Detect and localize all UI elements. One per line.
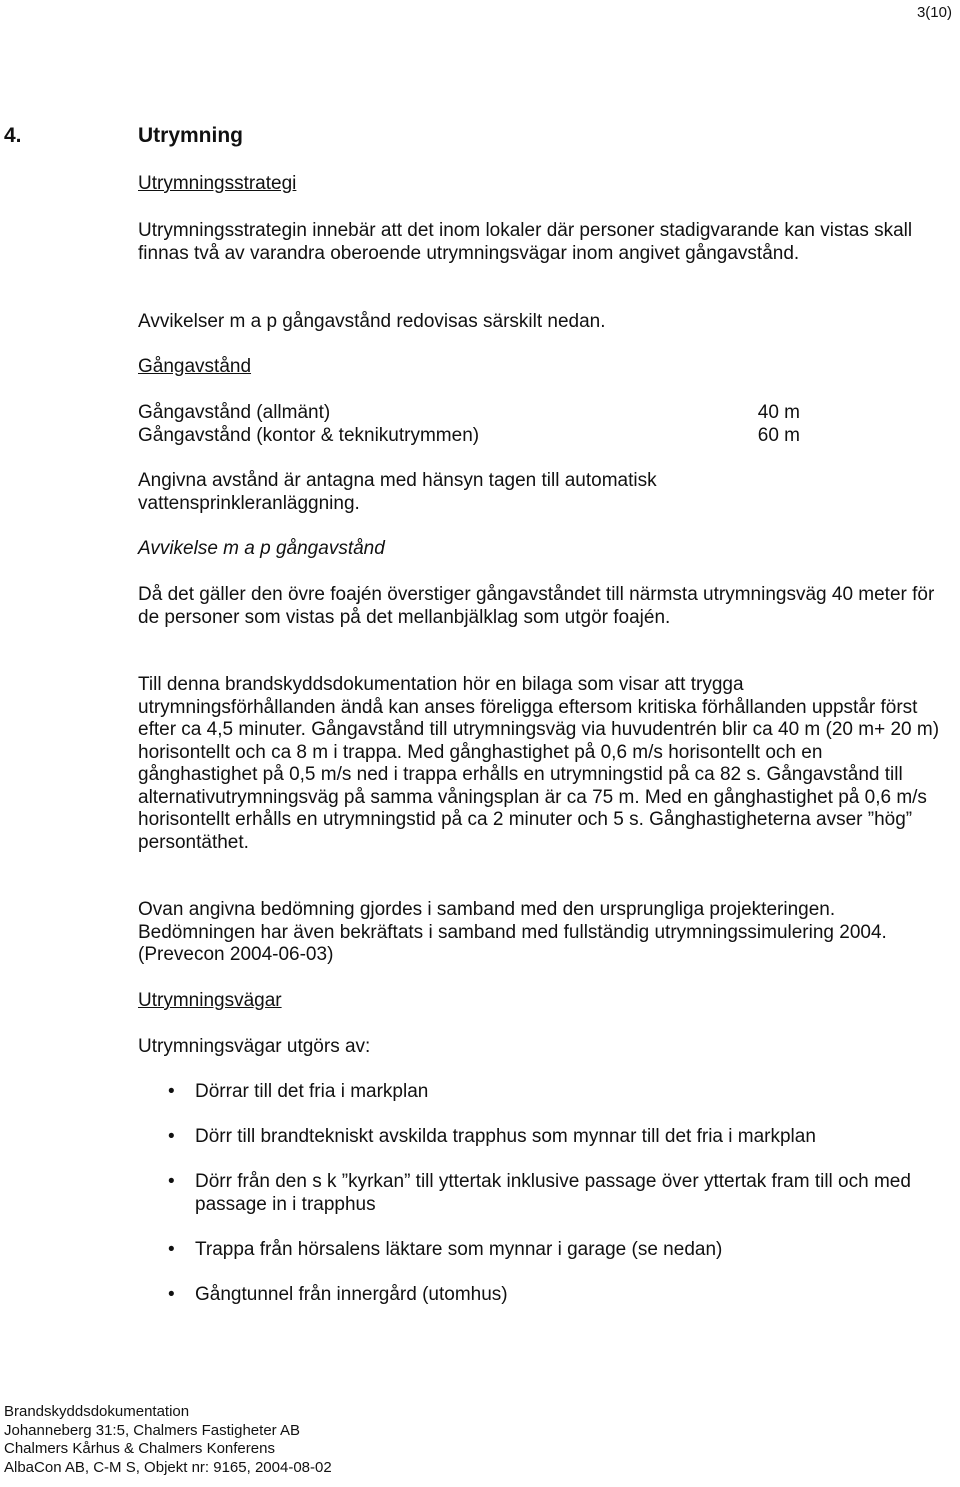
footer-line: Brandskyddsdokumentation (4, 1403, 190, 1420)
distance-row-office (138, 425, 800, 448)
distance-row-general (138, 402, 800, 425)
deviation-paragraph-1: Då det gäller den övre foajén överstiger gångavståndet till närmsta utrymningsväg 40 meter för de personer som vistas på det mellanbjälklag som utgör foajén. (138, 584, 935, 628)
bullet-icon: • (168, 1081, 175, 1102)
distance-value: 40 m (757, 402, 800, 423)
page-footer (4, 1403, 332, 1477)
bullet-icon: • (168, 1171, 175, 1192)
distance-label: Gångavstånd (allmänt) (138, 402, 331, 423)
list-item: • Dörr från den s k ”kyrkan” till yttertak inklusive passage över yttertak fram till och med passage in i trapphus (168, 1171, 911, 1215)
bullet-icon: • (168, 1238, 175, 1260)
page-number: 3(10) (916, 4, 952, 21)
routes-list (168, 1081, 958, 1329)
footer-line: Johanneberg 31:5, Chalmers Fastigheter AB (4, 1421, 301, 1439)
sprinkler-note: Angivna avstånd är antagna med hänsyn tagen till automatisk vattensprinkleranläggning. (138, 470, 657, 514)
deviation-paragraph-2: Till denna brandskyddsdokumentation hör en bilaga som visar att trygga utrymningsförhållanden ändå kan anses föreligga eftersom kritiska förhållanden uppstår först efter ca 4,5 minuter. Gångavstånd till utrymningsväg via huvudentrén blir ca 40 m (20 m+ 20 m) horisontellt och ca 8 m i trappa. Med gånghastighet på 0,6 m/s horisontellt och en gånghastighet på 0,5 m/s ned i trappa erhålls en utrymningstid på ca 82 s. Gångavstånd till alternativutrymningsväg på samma våningsplan är ca 75 m. Med en gånghastighet på 0,6 m/s horisontellt erhålls en utrymningstid på ca 2 minuter och 5 s. Gånghastigheterna avser ”hög” persontäthet. (138, 674, 940, 853)
distance-value: 60 m (757, 425, 800, 446)
deviation-heading: Avvikelse m a p gångavstånd (138, 538, 385, 559)
footer-line: AlbaCon AB, C-M S, Objekt nr: 9165, 2004-08-02 (4, 1458, 332, 1476)
distance-label: Gångavstånd (kontor & teknikutrymmen) (138, 425, 480, 446)
bullet-icon: • (168, 1126, 175, 1147)
footer-line: Chalmers Kårhus & Chalmers Konferens (4, 1440, 275, 1457)
strategy-paragraph: Utrymningsstrategin innebär att det inom lokaler där personer stadigvarande kan vistas skall finnas två av varandra oberoende utrymningsvägar inom angivet gångavstånd. (138, 220, 913, 264)
deviation-note-paragraph: Avvikelser m a p gångavstånd redovisas särskilt nedan. (138, 311, 606, 332)
list-item: • Trappa från hörsalens läktare som mynnar i garage (se nedan) (168, 1238, 723, 1260)
section-number: 4. (4, 124, 22, 147)
bullet-icon: • (168, 1283, 175, 1305)
list-item: • Dörrar till det fria i markplan (168, 1081, 429, 1102)
distance-heading: Gångavstånd (138, 356, 252, 377)
routes-heading: Utrymningsvägar (138, 990, 282, 1011)
list-item: • Dörr till brandtekniskt avskilda trapphus som mynnar till det fria i markplan (168, 1126, 816, 1147)
list-item: • Gångtunnel från innergård (utomhus) (168, 1283, 508, 1305)
strategy-heading: Utrymningsstrategi (138, 173, 297, 194)
section-title: Utrymning (138, 124, 243, 147)
routes-intro: Utrymningsvägar utgörs av: (138, 1036, 371, 1057)
deviation-paragraph-3: Ovan angivna bedömning gjordes i samband med den ursprungliga projekteringen. Bedömningen har även bekräftats i samband med fullständig utrymningssimulering 2004. (Prevecon 2004-06-03) (138, 899, 887, 965)
